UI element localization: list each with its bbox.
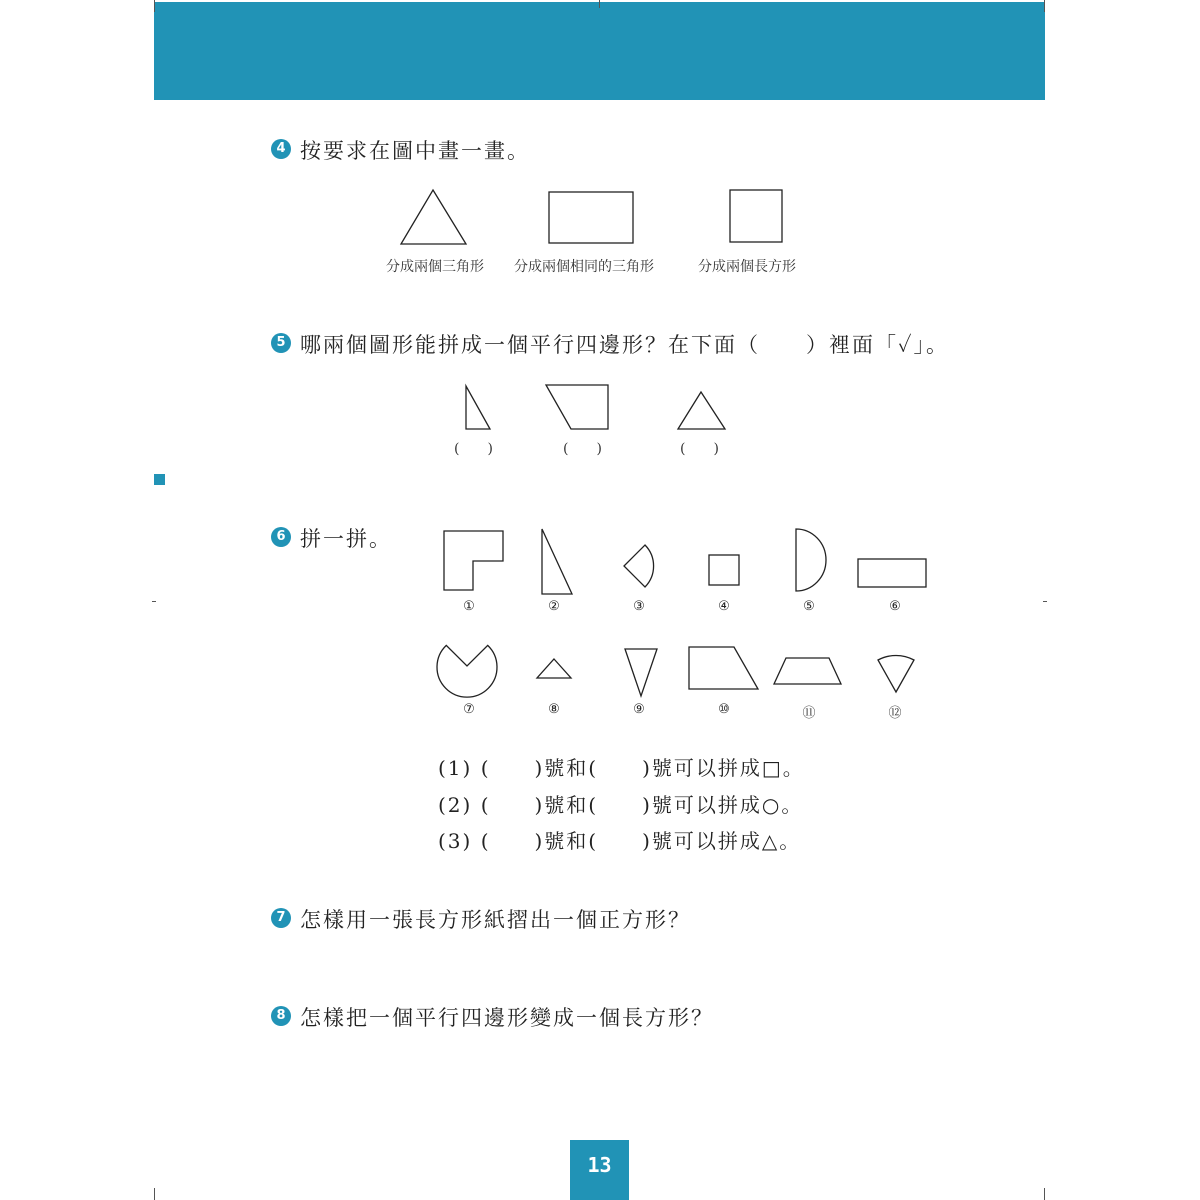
q4-caption-triangle: 分成兩個三角形: [386, 259, 484, 275]
shape-5-semicircle: [796, 529, 826, 591]
q5-answer-paren-3[interactable]: ( ): [680, 441, 719, 457]
shape-11-trapezoid: [774, 658, 841, 684]
shape-label-10: ⑩: [718, 702, 730, 717]
q4-square: [730, 190, 782, 242]
shape-label-1: ①: [463, 599, 475, 614]
question-number-8: 8: [271, 1006, 291, 1026]
q4-rectangle: [549, 192, 633, 243]
shape-label-4: ④: [718, 599, 730, 614]
q6-fill-line-2[interactable]: (2) ( )號和( )號可以拼成○。: [438, 793, 804, 817]
question-7-text: 怎樣用一張長方形紙摺出一個正方形？: [300, 908, 691, 932]
question-4-text: 按要求在圖中畫一畫。: [300, 139, 530, 163]
shape-label-9: ⑨: [633, 702, 645, 717]
question-number-7: 7: [271, 908, 291, 928]
shape-10-right-trapezoid: [689, 647, 758, 689]
q5-trapezoid: [546, 385, 608, 429]
shape-1-l-shape: [444, 531, 503, 590]
shape-7-notched-circle: [437, 645, 497, 697]
shape-label-7: ⑦: [463, 702, 475, 717]
shape-4-square: [709, 555, 739, 585]
q4-caption-square: 分成兩個長方形: [698, 259, 796, 275]
shape-12-sector: [878, 655, 914, 692]
shape-label-8: ⑧: [548, 702, 560, 717]
q6-fill-line-1[interactable]: (1) ( )號和( )號可以拼成□。: [438, 756, 805, 780]
shape-label-6: ⑥: [889, 599, 901, 614]
shape-6-rectangle: [858, 559, 926, 587]
question-6-text: 拼一拼。: [300, 527, 392, 551]
shape-label-11: ⑪: [802, 706, 816, 721]
question-8-text: 怎樣把一個平行四邊形變成一個長方形？: [300, 1006, 714, 1030]
q5-triangle: [678, 392, 725, 429]
q5-right-triangle: [466, 386, 490, 429]
shape-label-2: ②: [548, 599, 560, 614]
shape-2-right-triangle: [542, 529, 572, 594]
shape-8-small-triangle: [537, 659, 571, 678]
q6-fill-line-3[interactable]: (3) ( )號和( )號可以拼成△。: [438, 829, 802, 853]
q5-answer-paren-1[interactable]: ( ): [454, 441, 493, 457]
shape-9-inverted-triangle: [625, 649, 657, 696]
question-number-5: 5: [271, 333, 291, 353]
q5-answer-paren-2[interactable]: ( ): [563, 441, 602, 457]
shape-3-sector: [624, 545, 654, 587]
question-5-text: 哪兩個圖形能拼成一個平行四邊形？在下面（ ）裡面「✓」。: [300, 333, 950, 357]
page-number-tab: 13: [570, 1140, 629, 1200]
shape-label-5: ⑤: [803, 599, 815, 614]
shape-label-3: ③: [633, 599, 645, 614]
shape-label-12: ⑫: [888, 706, 902, 721]
q4-caption-rectangle: 分成兩個相同的三角形: [514, 259, 654, 275]
question-number-6: 6: [271, 527, 291, 547]
q4-triangle: [401, 190, 466, 244]
question-number-4: 4: [271, 139, 291, 159]
